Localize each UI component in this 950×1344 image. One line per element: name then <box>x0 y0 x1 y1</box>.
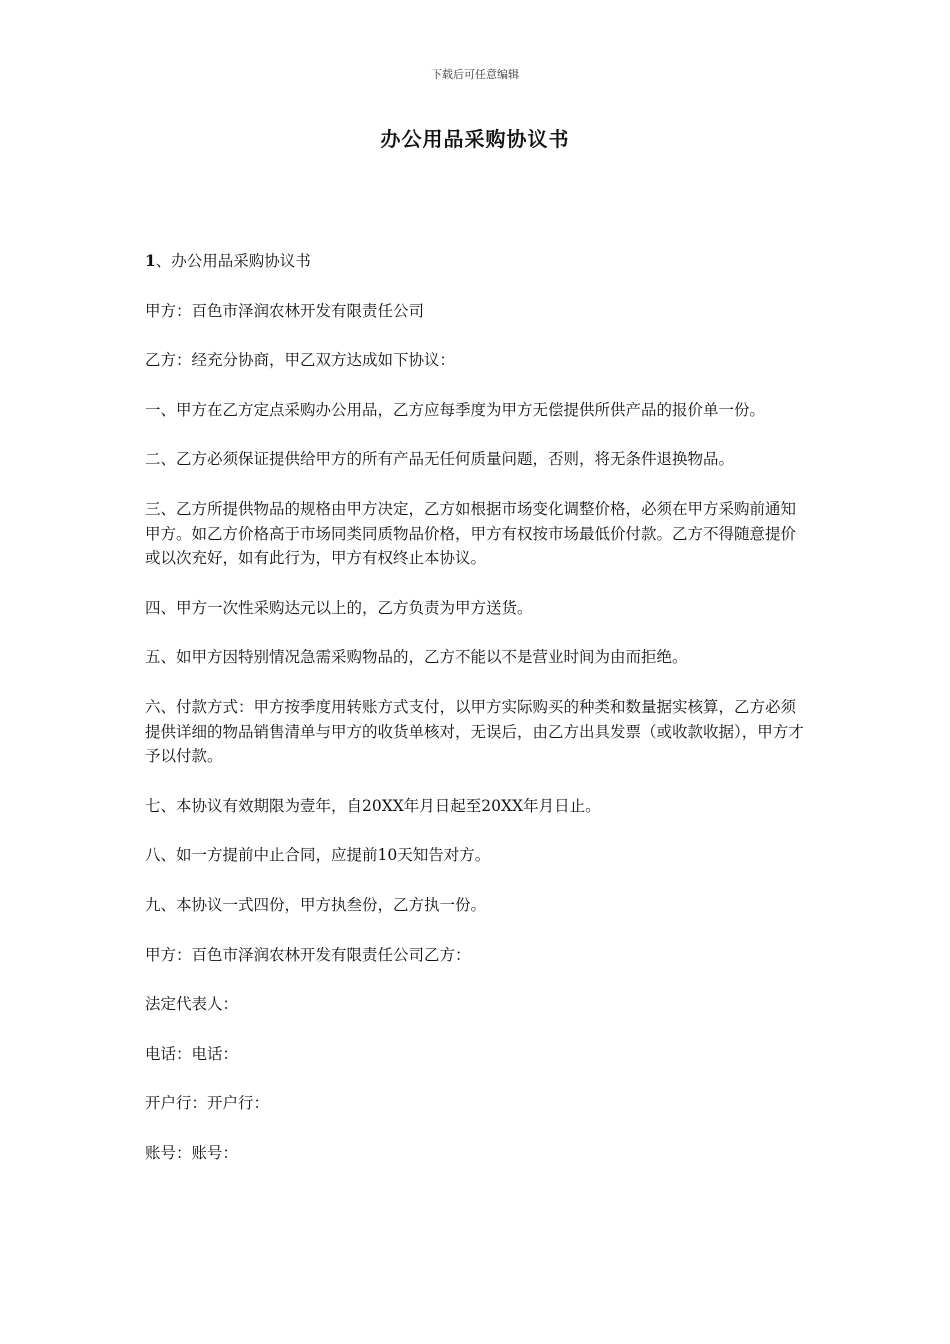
clause-7: 七、本协议有效期限为壹年，自20XX年月日起至20XX年月日止。 <box>145 796 601 815</box>
section-title: 、办公用品采购协议书 <box>155 252 311 270</box>
party-a-line: 甲方：百色市泽润农林开发有限责任公司 <box>145 301 425 320</box>
clause-1: 一、甲方在乙方定点采购办公用品，乙方应每季度为甲方无偿提供所供产品的报价单一份。 <box>145 400 766 419</box>
document-body <box>145 249 810 1190</box>
clause-9: 九、本协议一式四份，甲方执叁份，乙方执一份。 <box>145 895 487 914</box>
header-note: 下载后可任意编辑 <box>431 68 519 81</box>
clause-6: 六、付款方式：甲方按季度用转账方式支付，以甲方实际购买的种类和数量据实核算，乙方必须提供详细的物品销售清单与甲方的收货单核对，无误后，由乙方出具发票（或收款收据），甲方才予以付款。 <box>145 697 804 766</box>
clause-5: 五、如甲方因特别情况急需采购物品的，乙方不能以不是营业时间为由而拒绝。 <box>145 648 688 667</box>
signature-parties-line: 甲方：百色市泽润农林开发有限责任公司乙方： <box>145 945 471 964</box>
phone-line: 电话：电话： <box>145 1044 239 1063</box>
bank-line: 开户行：开户行： <box>145 1094 270 1113</box>
clause-3: 三、乙方所提供物品的规格由甲方决定，乙方如根据市场变化调整价格，必须在甲方采购前通知甲方。如乙方价格高于市场同类同质物品价格，甲方有权按市场最低价付款。乙方不得随意提价或以次充好，如有此行为，甲方有权终止本协议。 <box>145 499 797 568</box>
legal-representative-line: 法定代表人： <box>145 995 239 1014</box>
party-b-line: 乙方：经充分协商，甲乙双方达成如下协议： <box>145 351 456 370</box>
section-heading <box>145 249 810 274</box>
account-line: 账号：账号： <box>145 1143 239 1162</box>
clause-2: 二、乙方必须保证提供给甲方的所有产品无任何质量问题，否则，将无条件退换物品。 <box>145 450 735 469</box>
clause-4: 四、甲方一次性采购达元以上的，乙方负责为甲方送货。 <box>145 598 533 617</box>
clause-8: 八、如一方提前中止合同，应提前10天知告对方。 <box>145 846 491 865</box>
section-number: 1 <box>145 251 156 270</box>
document-title: 办公用品采购协议书 <box>380 127 570 151</box>
